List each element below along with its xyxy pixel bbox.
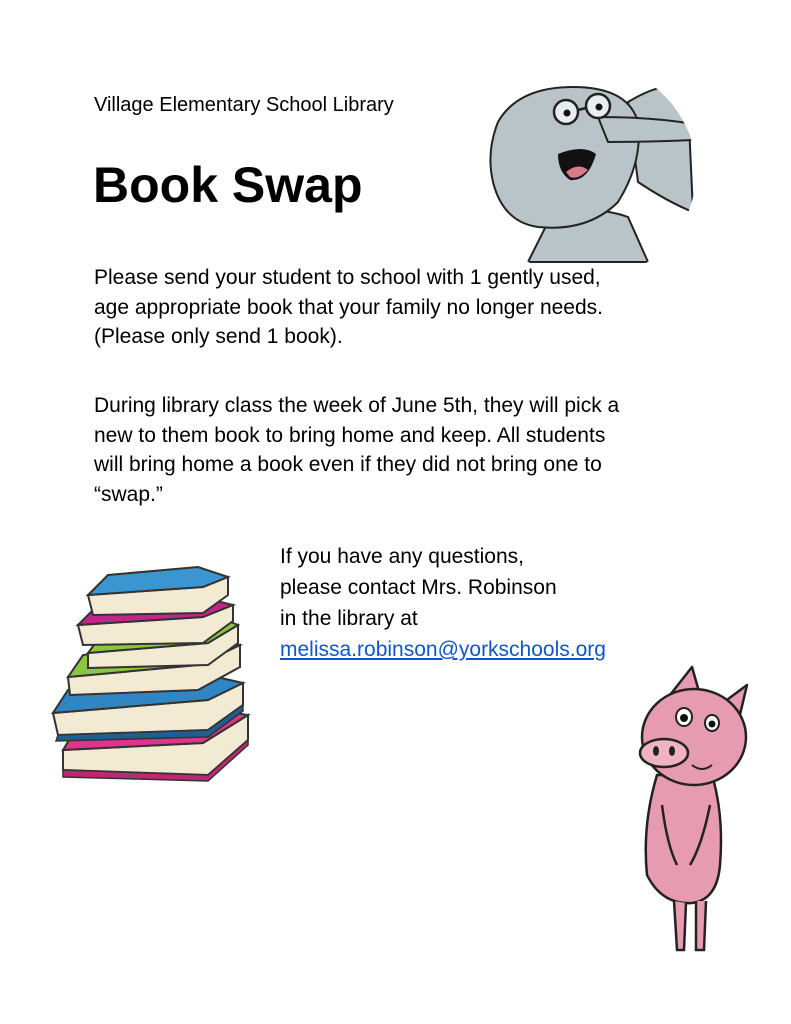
school-name: Village Elementary School Library: [94, 94, 394, 116]
paragraph-line: (Please only send 1 book).: [94, 325, 343, 348]
contact-line: please contact Mrs. Robinson: [280, 576, 557, 599]
paragraph-line: Please send your student to school with 1 gently used,: [94, 266, 601, 289]
paragraph-details: [94, 391, 734, 509]
book-stack-icon: [48, 565, 258, 805]
pig-icon: [622, 665, 752, 955]
paragraph-line: “swap.”: [94, 482, 163, 506]
contact-block: [280, 541, 606, 665]
email-link[interactable]: melissa.robinson@yorkschools.org: [280, 638, 606, 661]
paragraph-line: During library class the week of June 5th, they will pick a: [94, 394, 620, 417]
paragraph-instructions: [94, 263, 734, 352]
paragraph-line: new to them book to bring home and keep. All students: [94, 423, 606, 447]
contact-line: in the library at: [280, 607, 418, 630]
page-title: Book Swap: [93, 157, 363, 213]
paragraph-line: will bring home a book even if they did not bring one to: [94, 453, 602, 476]
contact-line: If you have any questions,: [280, 545, 524, 568]
elephant-icon: [478, 62, 703, 257]
paragraph-line: age appropriate book that your family no longer needs.: [94, 295, 603, 319]
